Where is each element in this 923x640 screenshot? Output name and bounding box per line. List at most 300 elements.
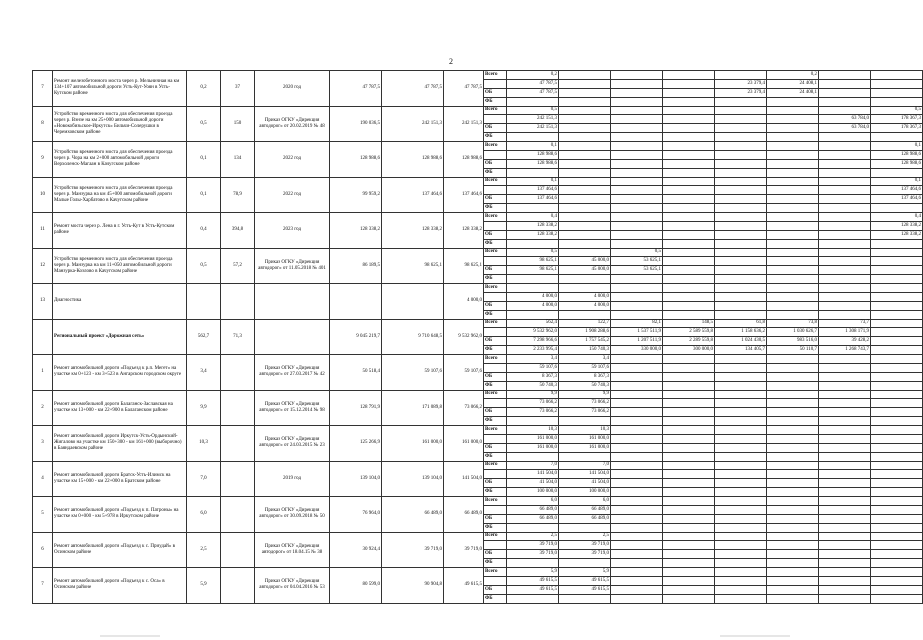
cell-year-value xyxy=(611,434,663,443)
cell-year-value xyxy=(559,284,611,293)
cell-year-value xyxy=(663,417,715,426)
cell-c3: 59 107,6 xyxy=(444,355,484,391)
cell-year-value xyxy=(611,195,663,204)
cell-c3: 128 338,2 xyxy=(444,213,484,249)
cell-year-value xyxy=(767,150,819,159)
cell-source-label: ФБ xyxy=(484,488,507,497)
cell-year-value xyxy=(611,88,663,97)
cell-year-value: 128 338,2 xyxy=(871,221,923,230)
cell-year-value xyxy=(663,452,715,461)
cell-year-value: 73,8 xyxy=(767,319,819,328)
cell-year-value xyxy=(767,159,819,168)
cell-year-value: 39 719,0 xyxy=(507,550,559,559)
cell-year-value: 148,5 xyxy=(663,319,715,328)
cell-year-value xyxy=(611,559,663,568)
cell-year-value xyxy=(871,355,923,364)
cell-source-label: Всего xyxy=(484,142,507,151)
cell-year-value: 1 757 545,2 xyxy=(559,337,611,346)
cell-year-value xyxy=(767,461,819,470)
cell-doc: Приказ ОГКУ «Дирекция автодорог» от 20.02.2019 № 48 xyxy=(255,106,330,142)
cell-year-value xyxy=(871,337,923,346)
cell-year-value xyxy=(767,213,819,222)
cell-year-value xyxy=(819,532,871,541)
cell-year-value xyxy=(871,284,923,293)
cell-year-value xyxy=(663,594,715,603)
cell-year-value xyxy=(715,470,767,479)
cell-year-value xyxy=(767,168,819,177)
cell-year-value xyxy=(663,470,715,479)
cell-doc: 2022 год xyxy=(255,142,330,178)
cell-year-value: 983 516,0 xyxy=(767,337,819,346)
cell-year-value xyxy=(715,239,767,248)
cell-year-value: 128 988,6 xyxy=(507,150,559,159)
cell-year-value xyxy=(611,284,663,293)
cell-year-value: 161 000,0 xyxy=(559,443,611,452)
cell-c2: 98 625,1 xyxy=(382,248,444,284)
cell-year-value xyxy=(559,452,611,461)
cell-c2: 137 464,6 xyxy=(382,177,444,213)
cell-year-value xyxy=(663,159,715,168)
cell-year-value xyxy=(663,230,715,239)
cell-m xyxy=(221,497,255,533)
cell-year-value xyxy=(611,177,663,186)
cell-doc: 2023 год xyxy=(255,213,330,249)
cell-year-value xyxy=(559,417,611,426)
cell-year-value xyxy=(871,576,923,585)
cell-year-value xyxy=(611,133,663,142)
cell-num: 6 xyxy=(33,532,53,568)
cell-year-value: 53 625,1 xyxy=(611,266,663,275)
cell-year-value xyxy=(715,434,767,443)
cell-source-label: ОБ xyxy=(484,230,507,239)
cell-year-value xyxy=(819,195,871,204)
cell-year-value xyxy=(871,514,923,523)
cell-year-value: 7,0 xyxy=(559,461,611,470)
cell-c3: 161 000,0 xyxy=(444,426,484,462)
cell-source-label: ФБ xyxy=(484,97,507,106)
cell-year-value xyxy=(611,79,663,88)
cell-year-value xyxy=(663,124,715,133)
cell-c1: 139 104,0 xyxy=(330,461,382,497)
cell-source-label: Всего xyxy=(484,426,507,435)
cell-year-value xyxy=(715,355,767,364)
cell-year-value xyxy=(819,186,871,195)
cell-year-value xyxy=(819,576,871,585)
cell-num xyxy=(33,319,53,355)
cell-year-value: 39 719,0 xyxy=(507,541,559,550)
cell-year-value xyxy=(871,301,923,310)
cell-source-label xyxy=(484,292,507,301)
cell-num: 9 xyxy=(33,142,53,178)
cell-year-value xyxy=(715,221,767,230)
cell-source-label xyxy=(484,363,507,372)
cell-year-value xyxy=(871,346,923,355)
cell-c3: 4 000,0 xyxy=(444,284,484,320)
cell-year-value xyxy=(819,550,871,559)
cell-year-value xyxy=(663,71,715,80)
cell-year-value: 128 988,6 xyxy=(871,150,923,159)
table-row xyxy=(33,284,923,293)
cell-source-label: ОБ xyxy=(484,443,507,452)
table-row xyxy=(33,390,923,399)
cell-year-value xyxy=(871,381,923,390)
scan-artifacts xyxy=(0,628,905,640)
cell-year-value: 4 000,0 xyxy=(507,301,559,310)
cell-year-value: 10,3 xyxy=(559,426,611,435)
cell-year-value xyxy=(663,88,715,97)
cell-year-value xyxy=(611,213,663,222)
cell-year-value xyxy=(559,310,611,319)
cell-num: 11 xyxy=(33,213,53,249)
table-row xyxy=(33,532,923,541)
cell-year-value xyxy=(663,505,715,514)
cell-source-label: Всего xyxy=(484,355,507,364)
cell-source-label xyxy=(484,79,507,88)
cell-year-value xyxy=(715,532,767,541)
cell-year-value: 178 367,3 xyxy=(871,124,923,133)
cell-year-value xyxy=(611,568,663,577)
cell-year-value: 59 107,6 xyxy=(559,363,611,372)
cell-year-value xyxy=(663,479,715,488)
cell-year-value xyxy=(767,541,819,550)
cell-year-value xyxy=(767,284,819,293)
cell-year-value xyxy=(715,479,767,488)
cell-c1: 128 988,6 xyxy=(330,142,382,178)
cell-year-value xyxy=(871,541,923,550)
cell-year-value xyxy=(819,355,871,364)
cell-year-value: 5,9 xyxy=(507,568,559,577)
cell-year-value: 63 784,0 xyxy=(819,115,871,124)
cell-year-value xyxy=(871,568,923,577)
cell-name: Устройство временного моста для обеспечения проезда через р. Вэнзе на км 25+000 автомобильной дороги «Новокобизьское-Иркутск» Бильчи-Солерушки в Черемховском районе xyxy=(53,106,187,142)
cell-year-value xyxy=(611,390,663,399)
cell-year-value xyxy=(819,381,871,390)
cell-year-value xyxy=(559,88,611,97)
cell-doc: Приказ ОГКУ «Дирекция автодорог» от 04.04.2016 № 53 xyxy=(255,568,330,604)
cell-year-value: 0,4 xyxy=(871,213,923,222)
cell-len: 6,0 xyxy=(187,497,221,533)
cell-year-value: 73,7 xyxy=(819,319,871,328)
cell-year-value xyxy=(611,355,663,364)
cell-year-value xyxy=(507,168,559,177)
cell-year-value xyxy=(819,257,871,266)
cell-doc: 2019 год xyxy=(255,461,330,497)
cell-year-value: 39 719,0 xyxy=(559,550,611,559)
table-row xyxy=(33,248,923,257)
cell-year-value: 1 268 743,7 xyxy=(819,346,871,355)
cell-year-value xyxy=(767,381,819,390)
cell-year-value xyxy=(819,71,871,80)
cell-year-value xyxy=(559,275,611,284)
cell-year-value: 1 030 626,7 xyxy=(767,328,819,337)
table-row xyxy=(33,568,923,577)
cell-year-value: 4 000,0 xyxy=(559,301,611,310)
cell-year-value xyxy=(663,434,715,443)
cell-c2: 9 710 648,5 xyxy=(382,319,444,355)
cell-year-value xyxy=(559,115,611,124)
cell-year-value xyxy=(767,497,819,506)
cell-year-value: 4 000,0 xyxy=(559,292,611,301)
cell-year-value xyxy=(819,239,871,248)
cell-year-value xyxy=(715,266,767,275)
cell-year-value xyxy=(611,426,663,435)
cell-year-value xyxy=(871,390,923,399)
cell-c1 xyxy=(330,284,382,320)
table-row xyxy=(33,461,923,470)
cell-year-value xyxy=(819,79,871,88)
table-row xyxy=(33,71,923,80)
cell-year-value xyxy=(819,168,871,177)
cell-year-value xyxy=(611,452,663,461)
cell-year-value xyxy=(767,275,819,284)
cell-year-value xyxy=(819,310,871,319)
cell-year-value xyxy=(611,159,663,168)
cell-year-value xyxy=(715,159,767,168)
cell-year-value xyxy=(819,88,871,97)
cell-c1: 128 338,2 xyxy=(330,213,382,249)
cell-year-value: 6,0 xyxy=(559,497,611,506)
cell-source-label: ОБ xyxy=(484,337,507,346)
cell-year-value xyxy=(715,292,767,301)
cell-year-value: 137 464,6 xyxy=(507,195,559,204)
cell-year-value: 134 405,7 xyxy=(715,346,767,355)
cell-year-value xyxy=(715,195,767,204)
cell-year-value xyxy=(715,124,767,133)
cell-year-value xyxy=(715,505,767,514)
cell-doc: Приказ ОГКУ «Дирекция автодорог» от 11.05.2018 № 401 xyxy=(255,248,330,284)
cell-c1: 86 189,5 xyxy=(330,248,382,284)
cell-year-value xyxy=(715,133,767,142)
cell-year-value: 0,1 xyxy=(507,142,559,151)
cell-year-value xyxy=(715,541,767,550)
cell-num: 8 xyxy=(33,106,53,142)
cell-year-value xyxy=(663,372,715,381)
cell-year-value xyxy=(559,230,611,239)
cell-year-value: 66 489,0 xyxy=(507,505,559,514)
cell-m xyxy=(221,355,255,391)
cell-c1: 30 924,4 xyxy=(330,532,382,568)
cell-year-value xyxy=(871,532,923,541)
cell-year-value xyxy=(715,497,767,506)
cell-c1: 128 791,9 xyxy=(330,390,382,426)
cell-name: Ремонт автомобильной дороги «Подъезд к с. Оса» в Осинском районе xyxy=(53,568,187,604)
cell-year-value xyxy=(767,594,819,603)
cell-year-value xyxy=(611,514,663,523)
cell-year-value xyxy=(663,488,715,497)
cell-year-value xyxy=(715,381,767,390)
cell-year-value xyxy=(767,408,819,417)
cell-year-value: 2 589 559,8 xyxy=(663,328,715,337)
cell-year-value: 8 367,3 xyxy=(559,372,611,381)
cell-year-value: 161 000,0 xyxy=(507,443,559,452)
cell-year-value: 49 615,5 xyxy=(507,585,559,594)
cell-year-value xyxy=(663,221,715,230)
cell-year-value: 39 719,0 xyxy=(559,541,611,550)
cell-year-value: 23 379,4 xyxy=(715,88,767,97)
cell-year-value xyxy=(767,443,819,452)
cell-year-value xyxy=(611,292,663,301)
cell-year-value xyxy=(767,355,819,364)
cell-year-value xyxy=(767,426,819,435)
cell-year-value xyxy=(663,381,715,390)
cell-year-value xyxy=(507,310,559,319)
cell-year-value xyxy=(819,514,871,523)
cell-year-value xyxy=(715,275,767,284)
cell-year-value xyxy=(767,470,819,479)
cell-year-value: 98 625,1 xyxy=(507,266,559,275)
cell-year-value xyxy=(819,221,871,230)
cell-source-label: ОБ xyxy=(484,88,507,97)
cell-year-value: 9,9 xyxy=(559,390,611,399)
cell-year-value xyxy=(871,470,923,479)
cell-year-value xyxy=(611,275,663,284)
cell-source-label: ФБ xyxy=(484,452,507,461)
cell-year-value: 128 988,6 xyxy=(507,159,559,168)
cell-year-value xyxy=(819,434,871,443)
cell-year-value xyxy=(871,328,923,337)
cell-year-value xyxy=(819,426,871,435)
cell-year-value xyxy=(819,159,871,168)
cell-year-value xyxy=(611,479,663,488)
cell-year-value xyxy=(715,115,767,124)
cell-year-value xyxy=(611,594,663,603)
cell-year-value xyxy=(559,177,611,186)
cell-year-value xyxy=(819,363,871,372)
cell-c1: 99 959,2 xyxy=(330,177,382,213)
cell-m: 71,3 xyxy=(221,319,255,355)
cell-year-value xyxy=(715,594,767,603)
cell-year-value xyxy=(611,372,663,381)
cell-num: 12 xyxy=(33,248,53,284)
cell-year-value xyxy=(559,213,611,222)
cell-year-value xyxy=(559,594,611,603)
cell-year-value xyxy=(715,372,767,381)
cell-year-value xyxy=(767,142,819,151)
cell-year-value xyxy=(559,159,611,168)
cell-year-value: 24 408,1 xyxy=(767,88,819,97)
cell-name: Устройство временного моста для обеспечения проезда через р. Манзурка на км 45+000 автомобильной дороги Малые Голы-Харбатово в Качугском районе xyxy=(53,177,187,213)
cell-m: 134 xyxy=(221,142,255,178)
cell-year-value xyxy=(715,230,767,239)
cell-year-value: 161 000,0 xyxy=(507,434,559,443)
cell-m: 57,2 xyxy=(221,248,255,284)
cell-year-value: 562,4 xyxy=(507,319,559,328)
cell-year-value: 2,5 xyxy=(507,532,559,541)
cell-year-value xyxy=(715,204,767,213)
cell-year-value xyxy=(715,301,767,310)
cell-year-value: 50 740,3 xyxy=(507,381,559,390)
cell-year-value xyxy=(767,559,819,568)
cell-year-value xyxy=(819,284,871,293)
cell-year-value xyxy=(611,541,663,550)
cell-year-value xyxy=(715,177,767,186)
cell-year-value xyxy=(559,106,611,115)
cell-year-value xyxy=(559,142,611,151)
cell-name: Устройство временного моста для обеспечения проезда через р. Манзурка на км 11+050 автомобильной дороги Манзурка-Козлово в Качугском районе xyxy=(53,248,187,284)
cell-source-label xyxy=(484,186,507,195)
cell-source-label: ФБ xyxy=(484,204,507,213)
cell-year-value: 9,9 xyxy=(507,390,559,399)
cell-year-value xyxy=(819,488,871,497)
cell-year-value xyxy=(871,79,923,88)
cell-year-value: 128 338,2 xyxy=(507,230,559,239)
cell-year-value xyxy=(507,204,559,213)
cell-doc: Приказ ОГКУ «Дирекция автодорог» от 30.09.2018 № 50 xyxy=(255,497,330,533)
cell-year-value xyxy=(767,177,819,186)
cell-c3: 137 464,6 xyxy=(444,177,484,213)
cell-year-value xyxy=(819,230,871,239)
cell-year-value xyxy=(663,195,715,204)
cell-year-value: 128 988,6 xyxy=(871,159,923,168)
cell-year-value xyxy=(871,97,923,106)
table-row xyxy=(33,497,923,506)
cell-year-value xyxy=(767,434,819,443)
cell-year-value xyxy=(663,310,715,319)
cell-len: 0,5 xyxy=(187,248,221,284)
table-row xyxy=(33,142,923,151)
cell-year-value: 66 489,0 xyxy=(507,514,559,523)
cell-year-value xyxy=(871,505,923,514)
cell-year-value xyxy=(663,576,715,585)
cell-year-value xyxy=(871,452,923,461)
cell-year-value: 1 158 636,2 xyxy=(715,328,767,337)
table-row xyxy=(33,426,923,435)
cell-year-value: 1 537 511,9 xyxy=(611,328,663,337)
cell-year-value xyxy=(871,559,923,568)
cell-c3: 66 489,0 xyxy=(444,497,484,533)
cell-source-label xyxy=(484,115,507,124)
cell-year-value: 0,5 xyxy=(611,248,663,257)
cell-source-label: ФБ xyxy=(484,310,507,319)
cell-c2: 39 719,0 xyxy=(382,532,444,568)
cell-len: 0,2 xyxy=(187,71,221,107)
cell-year-value xyxy=(871,550,923,559)
cell-source-label xyxy=(484,399,507,408)
cell-year-value xyxy=(871,292,923,301)
cell-year-value: 137 464,6 xyxy=(871,195,923,204)
cell-year-value xyxy=(559,124,611,133)
cell-year-value xyxy=(819,443,871,452)
cell-year-value: 161 000,0 xyxy=(559,434,611,443)
cell-year-value: 137 464,6 xyxy=(507,186,559,195)
cell-year-value xyxy=(611,408,663,417)
table-row xyxy=(33,319,923,328)
cell-year-value xyxy=(871,257,923,266)
cell-source-label: Всего xyxy=(484,248,507,257)
cell-year-value xyxy=(819,213,871,222)
cell-year-value: 41 504,0 xyxy=(559,479,611,488)
cell-doc: Приказ ОГКУ «Дирекция автодорог» от 27.03.2017 № 42 xyxy=(255,355,330,391)
cell-year-value: 45 000,0 xyxy=(559,257,611,266)
cell-year-value: 66 489,0 xyxy=(559,514,611,523)
cell-year-value xyxy=(819,452,871,461)
cell-year-value xyxy=(819,292,871,301)
cell-source-label xyxy=(484,434,507,443)
cell-year-value xyxy=(767,399,819,408)
cell-year-value xyxy=(663,585,715,594)
cell-year-value xyxy=(715,461,767,470)
cell-source-label: ОБ xyxy=(484,408,507,417)
cell-year-value xyxy=(819,568,871,577)
cell-year-value xyxy=(871,488,923,497)
cell-year-value xyxy=(663,79,715,88)
cell-year-value xyxy=(819,133,871,142)
cell-year-value xyxy=(767,452,819,461)
cell-year-value xyxy=(871,417,923,426)
cell-year-value xyxy=(871,275,923,284)
cell-year-value: 7 298 966,6 xyxy=(507,337,559,346)
cell-name: Региональный проект «Дорожная сеть» xyxy=(53,319,187,355)
